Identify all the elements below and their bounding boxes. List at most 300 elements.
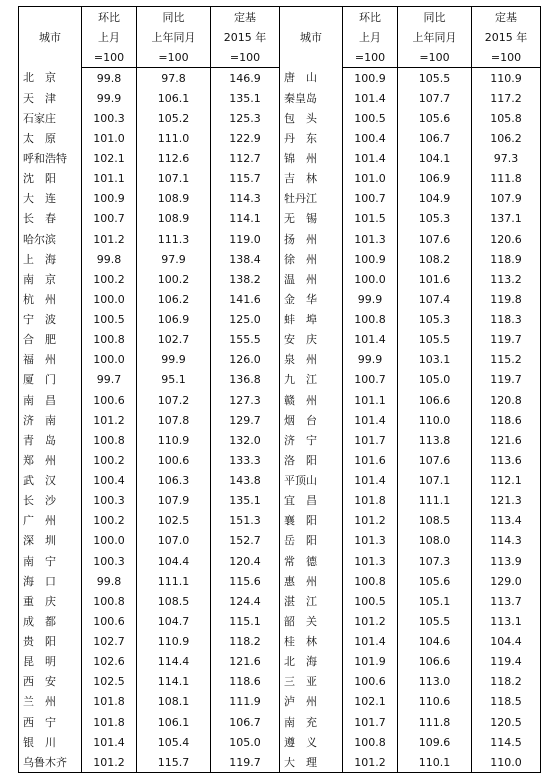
yoy-value-cell xyxy=(398,350,472,370)
mom-value: 100.8 xyxy=(93,433,125,447)
base-value-cell xyxy=(472,169,541,189)
yoy-value-cell xyxy=(398,289,472,309)
base-value-cell xyxy=(472,430,541,450)
mom-value: 99.8 xyxy=(96,71,122,85)
mom-value: 102.5 xyxy=(93,675,125,689)
yoy-value: 108.5 xyxy=(157,594,190,608)
yoy-value-cell xyxy=(137,310,211,330)
base-value: 125.0 xyxy=(229,313,261,327)
mom-value: 100.5 xyxy=(354,111,386,125)
base-value: 132.0 xyxy=(229,433,261,447)
city-name-cell xyxy=(19,752,82,773)
city-name: 唐 山 xyxy=(284,71,317,85)
mom-base-note: =100 xyxy=(82,47,137,68)
base-value-cell xyxy=(472,128,541,148)
base-value-cell xyxy=(211,269,280,289)
mom-base-note: =100 xyxy=(343,47,398,68)
base-value-cell xyxy=(472,149,541,169)
mom-value-cell xyxy=(343,108,398,128)
base-value: 151.3 xyxy=(229,514,261,528)
base-value: 115.1 xyxy=(229,614,261,628)
base-value: 113.6 xyxy=(490,453,522,467)
city-name: 南 宁 xyxy=(23,554,56,568)
city-name: 扬 州 xyxy=(284,232,317,246)
yoy-value: 109.6 xyxy=(418,735,451,749)
yoy-value-cell xyxy=(137,370,211,390)
mom-value: 100.8 xyxy=(93,594,125,608)
mom-value: 100.6 xyxy=(354,675,386,689)
base-value-cell xyxy=(472,672,541,692)
city-name-cell xyxy=(19,491,82,511)
mom-value: 101.2 xyxy=(93,232,125,246)
mom-value: 100.9 xyxy=(354,71,386,85)
city-name: 蚌 埠 xyxy=(284,313,317,327)
base-value-cell xyxy=(211,189,280,209)
yoy-value-cell xyxy=(398,551,472,571)
city-name-cell xyxy=(280,551,343,571)
yoy-value: 114.4 xyxy=(157,655,190,669)
base-value: 112.1 xyxy=(490,474,522,488)
yoy-value: 106.1 xyxy=(157,715,190,729)
base-value: 136.8 xyxy=(229,373,261,387)
yoy-value-cell xyxy=(398,229,472,249)
city-name: 烟 台 xyxy=(284,413,317,427)
base-value: 113.4 xyxy=(490,514,522,528)
city-name: 成 都 xyxy=(23,614,56,628)
city-name: 北 京 xyxy=(23,71,56,85)
city-name-cell xyxy=(280,330,343,350)
base-value: 120.6 xyxy=(490,232,522,246)
city-name-cell xyxy=(280,712,343,732)
mom-value: 100.6 xyxy=(93,614,125,628)
table-row xyxy=(19,128,541,148)
yoy-value-cell xyxy=(137,511,211,531)
city-name-cell xyxy=(19,430,82,450)
base-value-cell xyxy=(211,471,280,491)
mom-value-cell xyxy=(343,249,398,269)
base-value-cell xyxy=(472,229,541,249)
base-value-cell xyxy=(211,692,280,712)
city-name-cell xyxy=(19,591,82,611)
mom-value-cell xyxy=(343,330,398,350)
yoy-column-header: 同比 xyxy=(137,7,211,28)
city-name: 三 亚 xyxy=(284,675,317,689)
mom-value-cell xyxy=(343,531,398,551)
city-name-cell xyxy=(19,370,82,390)
yoy-value-cell xyxy=(137,189,211,209)
city-name: 桂 林 xyxy=(284,635,317,649)
base-value-cell xyxy=(211,108,280,128)
base-value: 113.1 xyxy=(490,614,522,628)
table-row xyxy=(19,571,541,591)
city-name: 南 京 xyxy=(23,272,56,286)
yoy-value: 107.1 xyxy=(157,172,190,186)
mom-value: 100.7 xyxy=(93,212,125,226)
yoy-value: 106.9 xyxy=(157,313,190,327)
base-value: 122.9 xyxy=(229,131,261,145)
city-name-cell xyxy=(19,310,82,330)
base-value-cell xyxy=(211,350,280,370)
yoy-value-cell xyxy=(398,511,472,531)
table-row xyxy=(19,289,541,309)
city-name-cell xyxy=(19,571,82,591)
yoy-value: 115.7 xyxy=(157,755,190,769)
city-name: 徐 州 xyxy=(284,252,317,266)
base-value-cell xyxy=(211,752,280,773)
yoy-value: 108.2 xyxy=(418,252,451,266)
mom-value: 100.0 xyxy=(93,353,125,367)
base-value-cell xyxy=(211,229,280,249)
city-name: 金 华 xyxy=(284,292,317,306)
base-value-cell xyxy=(211,531,280,551)
city-name-cell xyxy=(280,209,343,229)
yoy-value: 106.6 xyxy=(418,393,451,407)
yoy-value: 111.1 xyxy=(418,494,451,508)
mom-value: 100.6 xyxy=(93,393,125,407)
city-name-cell xyxy=(19,330,82,350)
yoy-value-cell xyxy=(137,108,211,128)
yoy-value: 105.2 xyxy=(157,111,190,125)
base-value: 118.6 xyxy=(490,413,522,427)
city-name: 平顶山 xyxy=(284,474,317,488)
yoy-value: 105.6 xyxy=(418,111,451,125)
base-value: 121.3 xyxy=(490,494,522,508)
base-subheader: 2015 年 xyxy=(211,27,280,47)
mom-value-cell xyxy=(82,611,137,631)
yoy-subheader: 上年同月 xyxy=(137,27,211,47)
city-name: 岳 阳 xyxy=(284,534,317,548)
base-value: 106.7 xyxy=(229,715,261,729)
mom-value: 100.5 xyxy=(93,313,125,327)
city-name: 济 南 xyxy=(23,413,56,427)
table-row xyxy=(19,450,541,470)
yoy-value: 113.8 xyxy=(418,433,451,447)
mom-value: 102.1 xyxy=(93,152,125,166)
city-name: 温 州 xyxy=(284,272,317,286)
mom-value: 99.7 xyxy=(96,373,122,387)
base-value: 113.7 xyxy=(490,594,522,608)
base-value-cell xyxy=(211,370,280,390)
mom-value-cell xyxy=(343,571,398,591)
mom-value-cell xyxy=(82,249,137,269)
mom-value-cell xyxy=(82,712,137,732)
yoy-value-cell xyxy=(137,692,211,712)
yoy-value-cell xyxy=(137,712,211,732)
yoy-value: 102.5 xyxy=(157,514,190,528)
yoy-value-cell xyxy=(398,269,472,289)
base-value: 110.9 xyxy=(490,71,522,85)
yoy-value-cell xyxy=(137,330,211,350)
mom-value-cell xyxy=(82,310,137,330)
city-name: 宁 波 xyxy=(23,313,56,327)
mom-value: 100.7 xyxy=(354,373,386,387)
city-name-cell xyxy=(280,652,343,672)
base-column-header: 定基 xyxy=(472,7,541,28)
city-name: 安 庆 xyxy=(284,333,317,347)
table-row xyxy=(19,310,541,330)
base-value-cell xyxy=(211,390,280,410)
mom-value-cell xyxy=(343,491,398,511)
table-row xyxy=(19,692,541,712)
mom-subheader: 上月 xyxy=(343,27,398,47)
yoy-value-cell xyxy=(137,128,211,148)
base-value-cell xyxy=(472,209,541,229)
city-name: 深 圳 xyxy=(23,534,56,548)
city-name: 遵 义 xyxy=(284,735,317,749)
yoy-value: 106.1 xyxy=(157,91,190,105)
base-value: 115.7 xyxy=(229,172,261,186)
yoy-value-cell xyxy=(137,672,211,692)
yoy-value: 107.7 xyxy=(418,91,451,105)
yoy-value: 106.2 xyxy=(157,292,190,306)
city-name: 银 川 xyxy=(23,735,56,749)
mom-value-cell xyxy=(82,128,137,148)
yoy-column-header: 同比 xyxy=(398,7,472,28)
city-name: 贵 阳 xyxy=(23,635,56,649)
base-base-note: =100 xyxy=(211,47,280,68)
base-value-cell xyxy=(472,712,541,732)
mom-value: 101.4 xyxy=(354,152,386,166)
yoy-value-cell xyxy=(398,189,472,209)
city-name: 天 津 xyxy=(23,91,56,105)
city-name-cell xyxy=(19,149,82,169)
base-value: 119.0 xyxy=(229,232,261,246)
city-name-cell xyxy=(19,108,82,128)
city-name-cell xyxy=(19,611,82,631)
yoy-value: 105.1 xyxy=(418,594,451,608)
mom-value: 100.7 xyxy=(354,192,386,206)
yoy-value: 108.5 xyxy=(418,514,451,528)
city-name-cell xyxy=(19,229,82,249)
mom-value-cell xyxy=(82,169,137,189)
base-value: 125.3 xyxy=(229,111,261,125)
base-value: 121.6 xyxy=(229,655,261,669)
city-name: 重 庆 xyxy=(23,594,56,608)
base-value: 114.1 xyxy=(229,212,261,226)
base-value: 106.2 xyxy=(490,131,522,145)
city-name-cell xyxy=(19,471,82,491)
base-value-cell xyxy=(472,350,541,370)
city-name: 福 州 xyxy=(23,353,56,367)
base-value-cell xyxy=(211,169,280,189)
base-value-cell xyxy=(211,128,280,148)
mom-value: 101.7 xyxy=(354,715,386,729)
mom-value: 101.2 xyxy=(354,514,386,528)
city-name: 南 昌 xyxy=(23,393,56,407)
base-value: 120.4 xyxy=(229,554,261,568)
mom-value: 101.1 xyxy=(93,172,125,186)
base-value-cell xyxy=(472,652,541,672)
mom-value: 101.4 xyxy=(354,333,386,347)
base-value: 124.4 xyxy=(229,594,261,608)
yoy-value: 112.6 xyxy=(157,152,190,166)
base-value-cell xyxy=(211,330,280,350)
yoy-value-cell xyxy=(137,350,211,370)
yoy-value: 110.1 xyxy=(418,755,451,769)
city-column-header: 城市 xyxy=(19,7,82,68)
base-value-cell xyxy=(472,611,541,631)
table-row xyxy=(19,88,541,108)
mom-subheader: 上月 xyxy=(82,27,137,47)
mom-value-cell xyxy=(82,511,137,531)
city-name-cell xyxy=(280,471,343,491)
base-value-cell xyxy=(472,551,541,571)
table-row xyxy=(19,511,541,531)
mom-value-cell xyxy=(82,289,137,309)
mom-value-cell xyxy=(82,491,137,511)
yoy-value-cell xyxy=(398,672,472,692)
yoy-value-cell xyxy=(398,591,472,611)
city-name-cell xyxy=(280,511,343,531)
city-name-cell xyxy=(19,692,82,712)
city-name-cell xyxy=(280,68,343,89)
mom-value: 100.9 xyxy=(93,192,125,206)
yoy-value-cell xyxy=(137,450,211,470)
city-name-cell xyxy=(19,209,82,229)
mom-value-cell xyxy=(343,511,398,531)
mom-value: 100.8 xyxy=(354,574,386,588)
city-name: 武 汉 xyxy=(23,474,56,488)
base-value-cell xyxy=(472,330,541,350)
mom-value: 102.6 xyxy=(93,655,125,669)
yoy-value: 105.5 xyxy=(418,333,451,347)
base-subheader: 2015 年 xyxy=(472,27,541,47)
base-value: 118.5 xyxy=(490,695,522,709)
city-name: 广 州 xyxy=(23,514,56,528)
base-value-cell xyxy=(211,430,280,450)
city-name-cell xyxy=(19,732,82,752)
base-value: 115.6 xyxy=(229,574,261,588)
mom-value: 101.2 xyxy=(354,755,386,769)
yoy-value-cell xyxy=(137,491,211,511)
mom-value: 101.2 xyxy=(93,413,125,427)
mom-value-cell xyxy=(343,632,398,652)
mom-value-cell xyxy=(343,591,398,611)
yoy-value: 104.4 xyxy=(157,554,190,568)
city-name-cell xyxy=(19,88,82,108)
city-name: 宜 昌 xyxy=(284,494,317,508)
city-name-cell xyxy=(280,571,343,591)
table-row xyxy=(19,611,541,631)
base-column-header: 定基 xyxy=(211,7,280,28)
base-value: 137.1 xyxy=(490,212,522,226)
mom-value-cell xyxy=(343,169,398,189)
base-value-cell xyxy=(472,471,541,491)
city-name-cell xyxy=(280,310,343,330)
mom-value: 101.7 xyxy=(354,433,386,447)
city-name-cell xyxy=(280,410,343,430)
mom-value: 99.9 xyxy=(96,91,122,105)
yoy-value-cell xyxy=(137,289,211,309)
yoy-value-cell xyxy=(398,692,472,712)
mom-value: 100.2 xyxy=(93,453,125,467)
city-name: 呼和浩特 xyxy=(23,152,67,166)
yoy-value: 100.6 xyxy=(157,453,190,467)
city-name-cell xyxy=(280,531,343,551)
table-row xyxy=(19,410,541,430)
yoy-base-note: =100 xyxy=(398,47,472,68)
mom-value-cell xyxy=(82,672,137,692)
base-value: 121.6 xyxy=(490,433,522,447)
mom-value-cell xyxy=(343,471,398,491)
mom-value: 101.2 xyxy=(354,614,386,628)
base-value-cell xyxy=(211,310,280,330)
mom-value: 101.5 xyxy=(354,212,386,226)
mom-value: 101.6 xyxy=(354,453,386,467)
city-name-cell xyxy=(19,410,82,430)
mom-value-cell xyxy=(82,330,137,350)
table-row xyxy=(19,108,541,128)
base-value-cell xyxy=(472,752,541,773)
mom-value: 100.8 xyxy=(354,313,386,327)
yoy-value-cell xyxy=(137,430,211,450)
base-value: 119.7 xyxy=(229,755,261,769)
city-name: 北 海 xyxy=(284,655,317,669)
base-value-cell xyxy=(472,370,541,390)
mom-value: 101.4 xyxy=(354,413,386,427)
mom-value-cell xyxy=(343,350,398,370)
city-name: 郑 州 xyxy=(23,453,56,467)
yoy-value-cell xyxy=(398,632,472,652)
yoy-value-cell xyxy=(398,149,472,169)
city-name: 丹 东 xyxy=(284,131,317,145)
yoy-value-cell xyxy=(398,169,472,189)
yoy-base-note: =100 xyxy=(137,47,211,68)
table-row xyxy=(19,712,541,732)
city-name-cell xyxy=(280,611,343,631)
city-name-cell xyxy=(19,531,82,551)
city-name-cell xyxy=(280,128,343,148)
city-name-cell xyxy=(19,672,82,692)
yoy-value-cell xyxy=(137,471,211,491)
yoy-value-cell xyxy=(398,410,472,430)
yoy-value: 106.9 xyxy=(418,172,451,186)
yoy-value: 107.1 xyxy=(418,474,451,488)
base-value: 146.9 xyxy=(229,71,261,85)
base-value: 152.7 xyxy=(229,534,261,548)
yoy-value-cell xyxy=(398,430,472,450)
mom-value: 101.8 xyxy=(93,695,125,709)
yoy-value-cell xyxy=(137,229,211,249)
mom-value: 101.9 xyxy=(354,655,386,669)
base-value: 141.6 xyxy=(229,292,261,306)
base-value: 155.5 xyxy=(229,333,261,347)
mom-value: 100.5 xyxy=(354,594,386,608)
city-name-cell xyxy=(280,289,343,309)
yoy-value-cell xyxy=(398,310,472,330)
city-name-cell xyxy=(19,68,82,89)
mom-value-cell xyxy=(343,149,398,169)
city-name: 青 岛 xyxy=(23,433,56,447)
base-value-cell xyxy=(211,88,280,108)
mom-value-cell xyxy=(82,229,137,249)
mom-value: 101.2 xyxy=(93,755,125,769)
base-value-cell xyxy=(472,632,541,652)
mom-value: 100.0 xyxy=(354,272,386,286)
base-value-cell xyxy=(472,269,541,289)
yoy-value-cell xyxy=(398,571,472,591)
yoy-value: 110.9 xyxy=(157,635,190,649)
table-row xyxy=(19,430,541,450)
city-name-cell xyxy=(280,88,343,108)
yoy-value: 111.1 xyxy=(157,574,190,588)
yoy-value-cell xyxy=(137,209,211,229)
base-value: 105.0 xyxy=(229,735,261,749)
mom-value: 101.8 xyxy=(93,715,125,729)
mom-value: 102.1 xyxy=(354,695,386,709)
yoy-value-cell xyxy=(137,732,211,752)
base-value-cell xyxy=(472,68,541,89)
